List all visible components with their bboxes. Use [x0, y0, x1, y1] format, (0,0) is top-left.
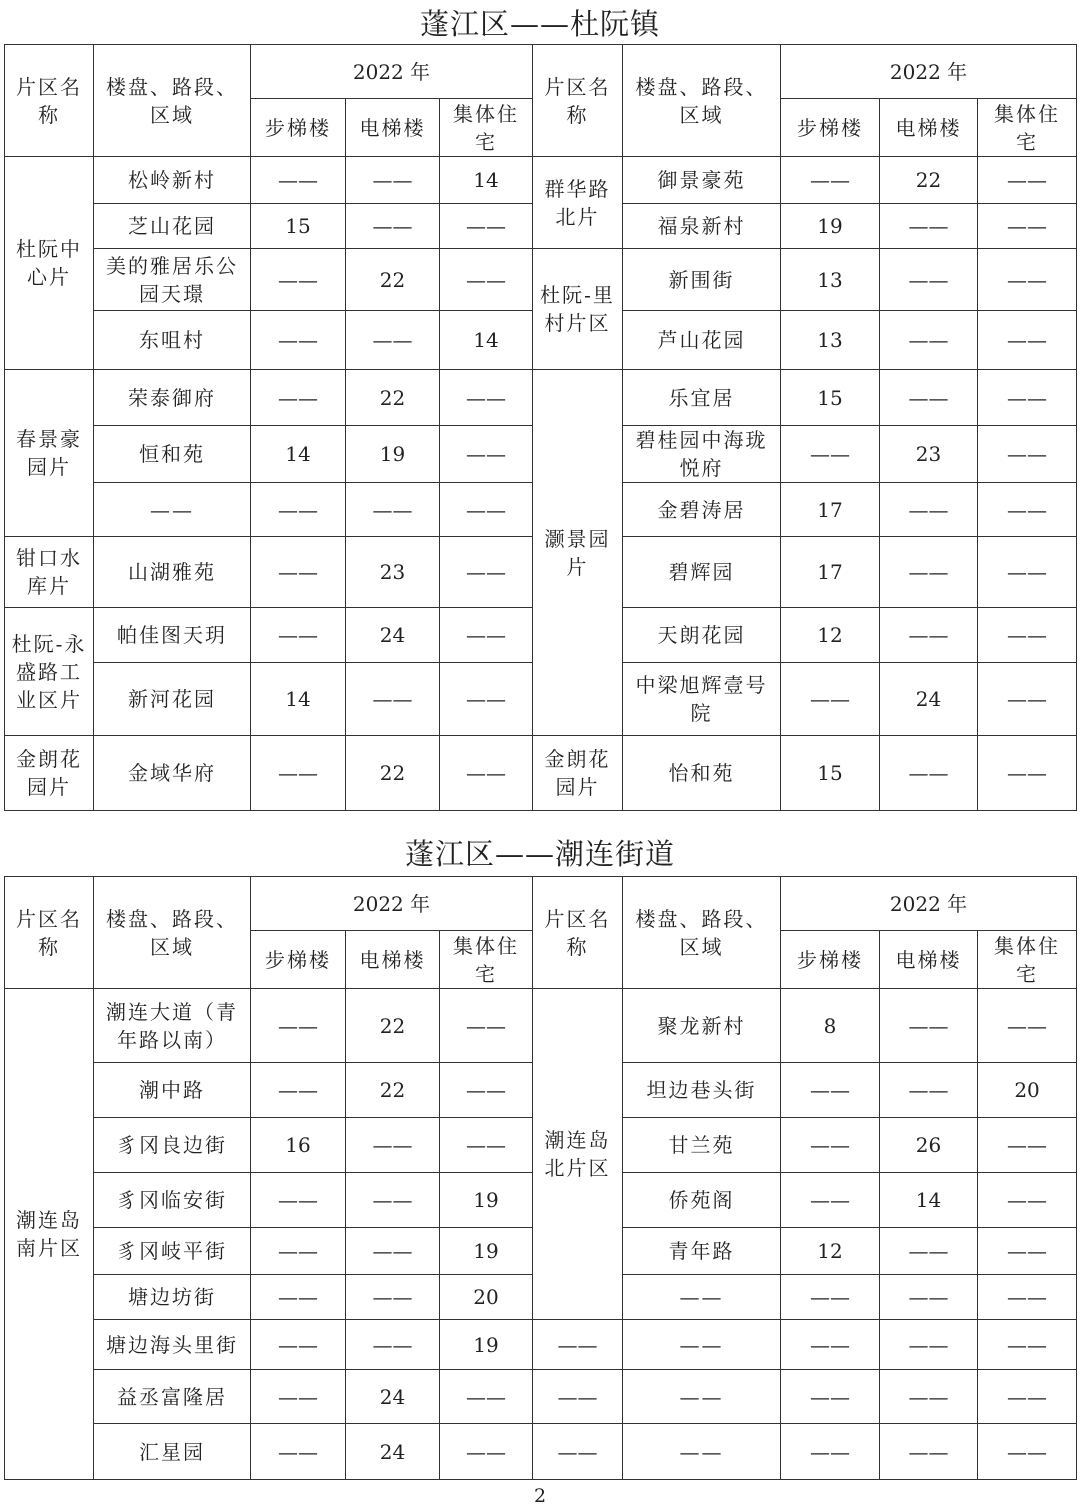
- value-cell: ——: [781, 663, 880, 736]
- value-cell: ——: [880, 204, 978, 249]
- header-collective: 集体住宅: [440, 931, 533, 989]
- table-row: [5, 1424, 1077, 1480]
- area-cell: 金朗花园片: [5, 736, 94, 811]
- value-cell: ——: [781, 1424, 880, 1480]
- header-estate: 楼盘、路段、区域: [94, 45, 251, 157]
- area-cell: 杜阮-永盛路工业区片: [5, 608, 94, 736]
- table-row: [5, 249, 1077, 311]
- value-cell: ——: [880, 249, 978, 311]
- value-cell: ——: [781, 426, 880, 483]
- header-year: 2022 年: [781, 877, 1077, 931]
- value-cell: 20: [978, 1063, 1077, 1118]
- value-cell: ——: [880, 1424, 978, 1480]
- area-cell: 春景豪园片: [5, 370, 94, 537]
- value-cell: 26: [880, 1118, 978, 1173]
- area-cell: 杜阮中心片: [5, 157, 94, 370]
- value-cell: 14: [251, 426, 346, 483]
- value-cell: 16: [251, 1118, 346, 1173]
- value-cell: ——: [880, 736, 978, 811]
- estate-cell: 芦山花园: [623, 311, 781, 370]
- value-cell: 14: [440, 157, 533, 204]
- value-cell: ——: [880, 608, 978, 663]
- value-cell: ——: [978, 537, 1077, 608]
- header-walkup: 步梯楼: [781, 931, 880, 989]
- value-cell: ——: [880, 483, 978, 537]
- area-cell: 钳口水库片: [5, 537, 94, 608]
- value-cell: ——: [346, 157, 440, 204]
- value-cell: 24: [880, 663, 978, 736]
- value-cell: ——: [978, 249, 1077, 311]
- value-cell: ——: [978, 483, 1077, 537]
- value-cell: ——: [251, 989, 346, 1063]
- table-dueyuan: [4, 44, 1077, 811]
- value-cell: 17: [781, 483, 880, 537]
- estate-cell: 天朗花园: [623, 608, 781, 663]
- header-collective: 集体住宅: [978, 99, 1077, 157]
- value-cell: ——: [251, 1173, 346, 1228]
- value-cell: ——: [440, 1370, 533, 1424]
- estate-cell: 帕佳图天玥: [94, 608, 251, 663]
- estate-cell: 潮中路: [94, 1063, 251, 1118]
- value-cell: ——: [346, 1275, 440, 1320]
- header-walkup: 步梯楼: [251, 99, 346, 157]
- value-cell: 22: [346, 370, 440, 426]
- estate-cell: 芝山花园: [94, 204, 251, 249]
- table-row: [5, 1370, 1077, 1424]
- area-cell: 金朗花园片: [533, 736, 623, 811]
- estate-cell: 益丞富隆居: [94, 1370, 251, 1424]
- value-cell: ——: [978, 311, 1077, 370]
- value-cell: 19: [781, 204, 880, 249]
- estate-cell: ——: [623, 1275, 781, 1320]
- value-cell: 12: [781, 608, 880, 663]
- header-estate: 楼盘、路段、区域: [623, 45, 781, 157]
- table-row: [5, 989, 1077, 1063]
- value-cell: ——: [251, 1228, 346, 1275]
- header-area: 片区名称: [5, 45, 94, 157]
- value-cell: ——: [440, 663, 533, 736]
- value-cell: ——: [978, 608, 1077, 663]
- value-cell: ——: [440, 537, 533, 608]
- value-cell: ——: [880, 537, 978, 608]
- estate-cell: 中梁旭辉壹号院: [623, 663, 781, 736]
- table1-title: 蓬江区——杜阮镇: [419, 7, 660, 41]
- value-cell: ——: [880, 1320, 978, 1370]
- area-cell: 潮连岛北片区: [533, 989, 623, 1320]
- page-number: 2: [533, 1485, 547, 1507]
- value-cell: ——: [781, 157, 880, 204]
- value-cell: ——: [251, 1424, 346, 1480]
- header-elevator: 电梯楼: [880, 931, 978, 989]
- estate-cell: 东咀村: [94, 311, 251, 370]
- estate-cell: 豸冈临安街: [94, 1173, 251, 1228]
- value-cell: 17: [781, 537, 880, 608]
- estate-cell: 御景豪苑: [623, 157, 781, 204]
- estate-cell: 侨苑阁: [623, 1173, 781, 1228]
- value-cell: ——: [346, 311, 440, 370]
- value-cell: ——: [251, 736, 346, 811]
- value-cell: 19: [440, 1228, 533, 1275]
- value-cell: ——: [251, 537, 346, 608]
- value-cell: ——: [880, 370, 978, 426]
- header-year: 2022 年: [251, 877, 533, 931]
- value-cell: ——: [978, 370, 1077, 426]
- value-cell: ——: [781, 1173, 880, 1228]
- estate-cell: 潮连大道（青年路以南）: [94, 989, 251, 1063]
- value-cell: ——: [781, 1118, 880, 1173]
- value-cell: ——: [880, 1370, 978, 1424]
- header-walkup: 步梯楼: [781, 99, 880, 157]
- value-cell: ——: [978, 204, 1077, 249]
- value-cell: ——: [251, 1063, 346, 1118]
- area-cell: ——: [533, 1370, 623, 1424]
- value-cell: ——: [440, 1118, 533, 1173]
- value-cell: ——: [251, 311, 346, 370]
- value-cell: ——: [346, 1320, 440, 1370]
- value-cell: ——: [978, 736, 1077, 811]
- header-walkup: 步梯楼: [251, 931, 346, 989]
- value-cell: 14: [880, 1173, 978, 1228]
- estate-cell: 乐宜居: [623, 370, 781, 426]
- value-cell: ——: [251, 370, 346, 426]
- value-cell: 22: [346, 736, 440, 811]
- value-cell: ——: [440, 249, 533, 311]
- value-cell: 14: [440, 311, 533, 370]
- table-chaolian: [4, 876, 1077, 1480]
- header-elevator: 电梯楼: [346, 99, 440, 157]
- value-cell: 19: [440, 1173, 533, 1228]
- value-cell: ——: [251, 483, 346, 537]
- estate-cell: 金碧涛居: [623, 483, 781, 537]
- value-cell: ——: [978, 157, 1077, 204]
- estate-cell: 聚龙新村: [623, 989, 781, 1063]
- value-cell: ——: [346, 1228, 440, 1275]
- value-cell: ——: [440, 370, 533, 426]
- value-cell: 8: [781, 989, 880, 1063]
- header-year: 2022 年: [781, 45, 1077, 99]
- value-cell: ——: [346, 483, 440, 537]
- estate-cell: 怡和苑: [623, 736, 781, 811]
- area-cell: 灏景园片: [533, 370, 623, 736]
- value-cell: ——: [251, 1320, 346, 1370]
- value-cell: 14: [251, 663, 346, 736]
- header-collective: 集体住宅: [440, 99, 533, 157]
- estate-cell: 松岭新村: [94, 157, 251, 204]
- area-cell: ——: [533, 1320, 623, 1370]
- value-cell: 22: [346, 249, 440, 311]
- value-cell: ——: [440, 736, 533, 811]
- header-area: 片区名称: [533, 877, 623, 989]
- estate-cell: 新河花园: [94, 663, 251, 736]
- value-cell: ——: [880, 311, 978, 370]
- area-cell: 杜阮-里村片区: [533, 249, 623, 370]
- value-cell: ——: [440, 608, 533, 663]
- value-cell: ——: [251, 1275, 346, 1320]
- value-cell: ——: [978, 1228, 1077, 1275]
- value-cell: 20: [440, 1275, 533, 1320]
- area-cell: 潮连岛南片区: [5, 989, 94, 1480]
- value-cell: ——: [440, 204, 533, 249]
- value-cell: ——: [978, 663, 1077, 736]
- value-cell: ——: [978, 1118, 1077, 1173]
- header-area: 片区名称: [533, 45, 623, 157]
- value-cell: ——: [440, 1063, 533, 1118]
- table2-title: 蓬江区——潮连街道: [404, 837, 675, 871]
- estate-cell: ——: [623, 1370, 781, 1424]
- estate-cell: 恒和苑: [94, 426, 251, 483]
- value-cell: 24: [346, 1370, 440, 1424]
- table-row: [5, 157, 1077, 204]
- value-cell: ——: [781, 1370, 880, 1424]
- value-cell: 19: [346, 426, 440, 483]
- value-cell: ——: [251, 1370, 346, 1424]
- value-cell: ——: [346, 1173, 440, 1228]
- value-cell: ——: [251, 608, 346, 663]
- value-cell: 15: [251, 204, 346, 249]
- value-cell: ——: [781, 1320, 880, 1370]
- value-cell: ——: [440, 483, 533, 537]
- estate-cell: 豸冈良边街: [94, 1118, 251, 1173]
- value-cell: 24: [346, 1424, 440, 1480]
- value-cell: ——: [880, 1063, 978, 1118]
- value-cell: ——: [978, 989, 1077, 1063]
- value-cell: ——: [880, 1275, 978, 1320]
- value-cell: ——: [978, 1275, 1077, 1320]
- header-elevator: 电梯楼: [880, 99, 978, 157]
- header-year: 2022 年: [251, 45, 533, 99]
- estate-cell: 豸冈岐平街: [94, 1228, 251, 1275]
- value-cell: ——: [781, 1063, 880, 1118]
- estate-cell: ——: [623, 1320, 781, 1370]
- value-cell: 15: [781, 370, 880, 426]
- header-estate: 楼盘、路段、区域: [623, 877, 781, 989]
- value-cell: ——: [346, 663, 440, 736]
- value-cell: ——: [251, 157, 346, 204]
- estate-cell: ——: [94, 483, 251, 537]
- value-cell: 22: [346, 1063, 440, 1118]
- value-cell: 24: [346, 608, 440, 663]
- estate-cell: 山湖雅苑: [94, 537, 251, 608]
- value-cell: ——: [978, 426, 1077, 483]
- value-cell: ——: [440, 989, 533, 1063]
- value-cell: 23: [880, 426, 978, 483]
- value-cell: ——: [440, 1424, 533, 1480]
- value-cell: 19: [440, 1320, 533, 1370]
- header-estate: 楼盘、路段、区域: [94, 877, 251, 989]
- estate-cell: 碧桂园中海珑悦府: [623, 426, 781, 483]
- table-row: [5, 736, 1077, 811]
- estate-cell: ——: [623, 1424, 781, 1480]
- header-area: 片区名称: [5, 877, 94, 989]
- estate-cell: 青年路: [623, 1228, 781, 1275]
- value-cell: ——: [880, 989, 978, 1063]
- estate-cell: 金域华府: [94, 736, 251, 811]
- estate-cell: 甘兰苑: [623, 1118, 781, 1173]
- value-cell: ——: [978, 1370, 1077, 1424]
- header-elevator: 电梯楼: [346, 931, 440, 989]
- estate-cell: 塘边坊街: [94, 1275, 251, 1320]
- value-cell: ——: [346, 204, 440, 249]
- estate-cell: 塘边海头里街: [94, 1320, 251, 1370]
- header-collective: 集体住宅: [978, 931, 1077, 989]
- value-cell: 12: [781, 1228, 880, 1275]
- value-cell: ——: [978, 1173, 1077, 1228]
- value-cell: ——: [781, 1275, 880, 1320]
- estate-cell: 荣泰御府: [94, 370, 251, 426]
- value-cell: ——: [978, 1320, 1077, 1370]
- value-cell: 13: [781, 249, 880, 311]
- estate-cell: 碧辉园: [623, 537, 781, 608]
- estate-cell: 汇星园: [94, 1424, 251, 1480]
- value-cell: 15: [781, 736, 880, 811]
- value-cell: ——: [440, 426, 533, 483]
- estate-cell: 新围街: [623, 249, 781, 311]
- value-cell: 23: [346, 537, 440, 608]
- area-cell: 群华路北片: [533, 157, 623, 249]
- value-cell: 22: [880, 157, 978, 204]
- value-cell: ——: [978, 1424, 1077, 1480]
- value-cell: 13: [781, 311, 880, 370]
- value-cell: ——: [880, 1228, 978, 1275]
- value-cell: ——: [346, 1118, 440, 1173]
- table-row: [5, 370, 1077, 426]
- estate-cell: 美的雅居乐公园天璟: [94, 249, 251, 311]
- area-cell: ——: [533, 1424, 623, 1480]
- table-row: [5, 1320, 1077, 1370]
- estate-cell: 福泉新村: [623, 204, 781, 249]
- value-cell: 22: [346, 989, 440, 1063]
- value-cell: ——: [251, 249, 346, 311]
- estate-cell: 坦边巷头街: [623, 1063, 781, 1118]
